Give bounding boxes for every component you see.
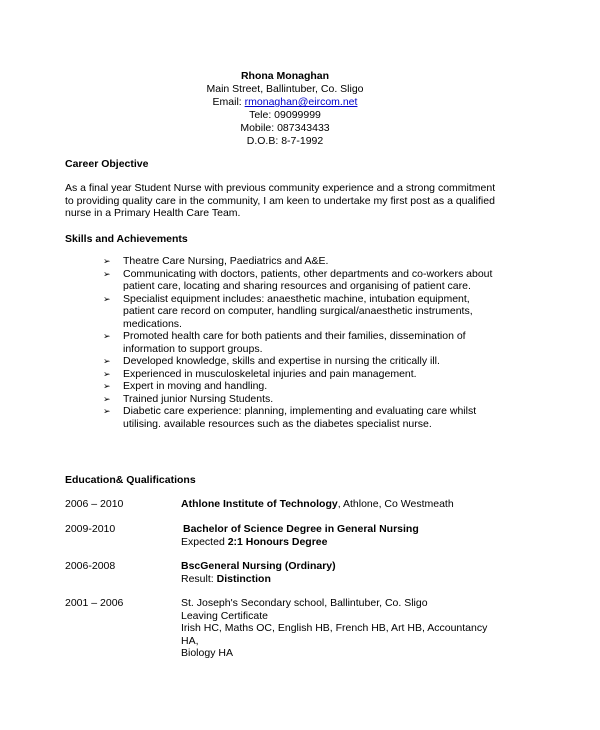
list-item: ➢ Theatre Care Nursing, Paediatrics and A&E. (103, 255, 329, 267)
education-date: 2009-2010 (65, 523, 116, 535)
arrow-bullet-icon: ➢ (103, 268, 111, 279)
arrow-bullet-icon: ➢ (103, 406, 111, 416)
mobile: Mobile: 087343433 (240, 122, 330, 134)
school-line: HA, (181, 634, 199, 647)
career-objective-heading: Career Objective (65, 158, 149, 170)
school-line: St. Joseph's Secondary school, Ballintuber, Co. Sligo (181, 597, 428, 609)
arrow-bullet-icon: ➢ (103, 381, 111, 391)
list-item: ➢ Specialist equipment includes: anaesthetic machine, intubation equipment, patient care record on computer, handling surgical/anaesthetic instruments, medications. (103, 292, 473, 330)
education-detail (181, 560, 336, 585)
skills-list (103, 255, 523, 430)
candidate-name: Rhona Monaghan (240, 70, 330, 82)
arrow-bullet-icon: ➢ (103, 331, 111, 341)
school-line: Biology HA (181, 647, 233, 659)
list-item: ➢ Expert in moving and handling. (103, 380, 268, 392)
list-item: ➢ Diabetic care experience: planning, implementing and evaluating care whilst utilising. available resources such as the diabetes specialist nurse. (103, 405, 477, 430)
education-detail (183, 523, 419, 536)
arrow-bullet-icon: ➢ (103, 356, 111, 366)
career-line: As a final year Student Nurse with previous community experience and a strong commitment (65, 182, 496, 194)
list-item: ➢ Trained junior Nursing Students. (103, 392, 274, 405)
education-result (181, 536, 327, 549)
institution-location: , Athlone, Co Westmeath (337, 498, 454, 510)
date-of-birth: D.O.B: 8-7-1992 (246, 135, 324, 147)
career-line: to providing quality care in the community, I am keen to undertake my first post as a qualified (65, 194, 495, 207)
email-link[interactable]: rmonaghan@eircom.net (244, 96, 358, 108)
address: Main Street, Ballintuber, Co. Sligo (206, 83, 364, 95)
education-detail (181, 498, 454, 511)
result-value: Distinction (216, 572, 271, 585)
education-date: 2006 – 2010 (65, 498, 124, 510)
skills-heading: Skills and Achievements (65, 233, 188, 245)
school-line: Irish HC, Maths OC, English HB, French HB, Art HB, Accountancy (181, 622, 488, 634)
education-date: 2006-2008 (65, 560, 116, 572)
email-label: Email: (212, 96, 245, 108)
result-value: 2:1 Honours Degree (227, 536, 328, 548)
arrow-bullet-icon: ➢ (103, 368, 111, 379)
list-item: ➢ Developed knowledge, skills and expertise in nursing the critically ill. (103, 355, 440, 367)
education-date: 2001 – 2006 (65, 597, 124, 609)
email-line (170, 96, 400, 109)
institution-name: Athlone Institute of Technology (181, 498, 338, 510)
result-label: Result: (181, 572, 217, 585)
telephone: Tele: 09099999 (249, 109, 321, 121)
list-item: ➢ Experienced in musculoskeletal injuries and pain management. (103, 367, 417, 380)
career-line: nurse in a Primary Health Care Team. (65, 207, 241, 219)
contact-header (170, 70, 400, 148)
list-item: ➢ Promoted health care for both patients and their families, dissemination of information to support groups. (103, 330, 466, 355)
career-objective-text (65, 182, 535, 220)
arrow-bullet-icon: ➢ (103, 293, 111, 304)
arrow-bullet-icon: ➢ (103, 393, 111, 404)
education-heading: Education& Qualifications (65, 474, 196, 486)
degree-title: BscGeneral Nursing (Ordinary) (181, 560, 336, 572)
degree-title: Bachelor of Science Degree in General Nursing (183, 523, 419, 535)
arrow-bullet-icon: ➢ (103, 256, 111, 266)
list-item: ➢ Communicating with doctors, patients, other departments and co-workers about patient care, locating and sharing resources and organising of patient care. (103, 267, 493, 292)
result-label: Expected (181, 536, 228, 548)
school-line: Leaving Certificate (181, 609, 268, 622)
education-detail (181, 597, 487, 660)
